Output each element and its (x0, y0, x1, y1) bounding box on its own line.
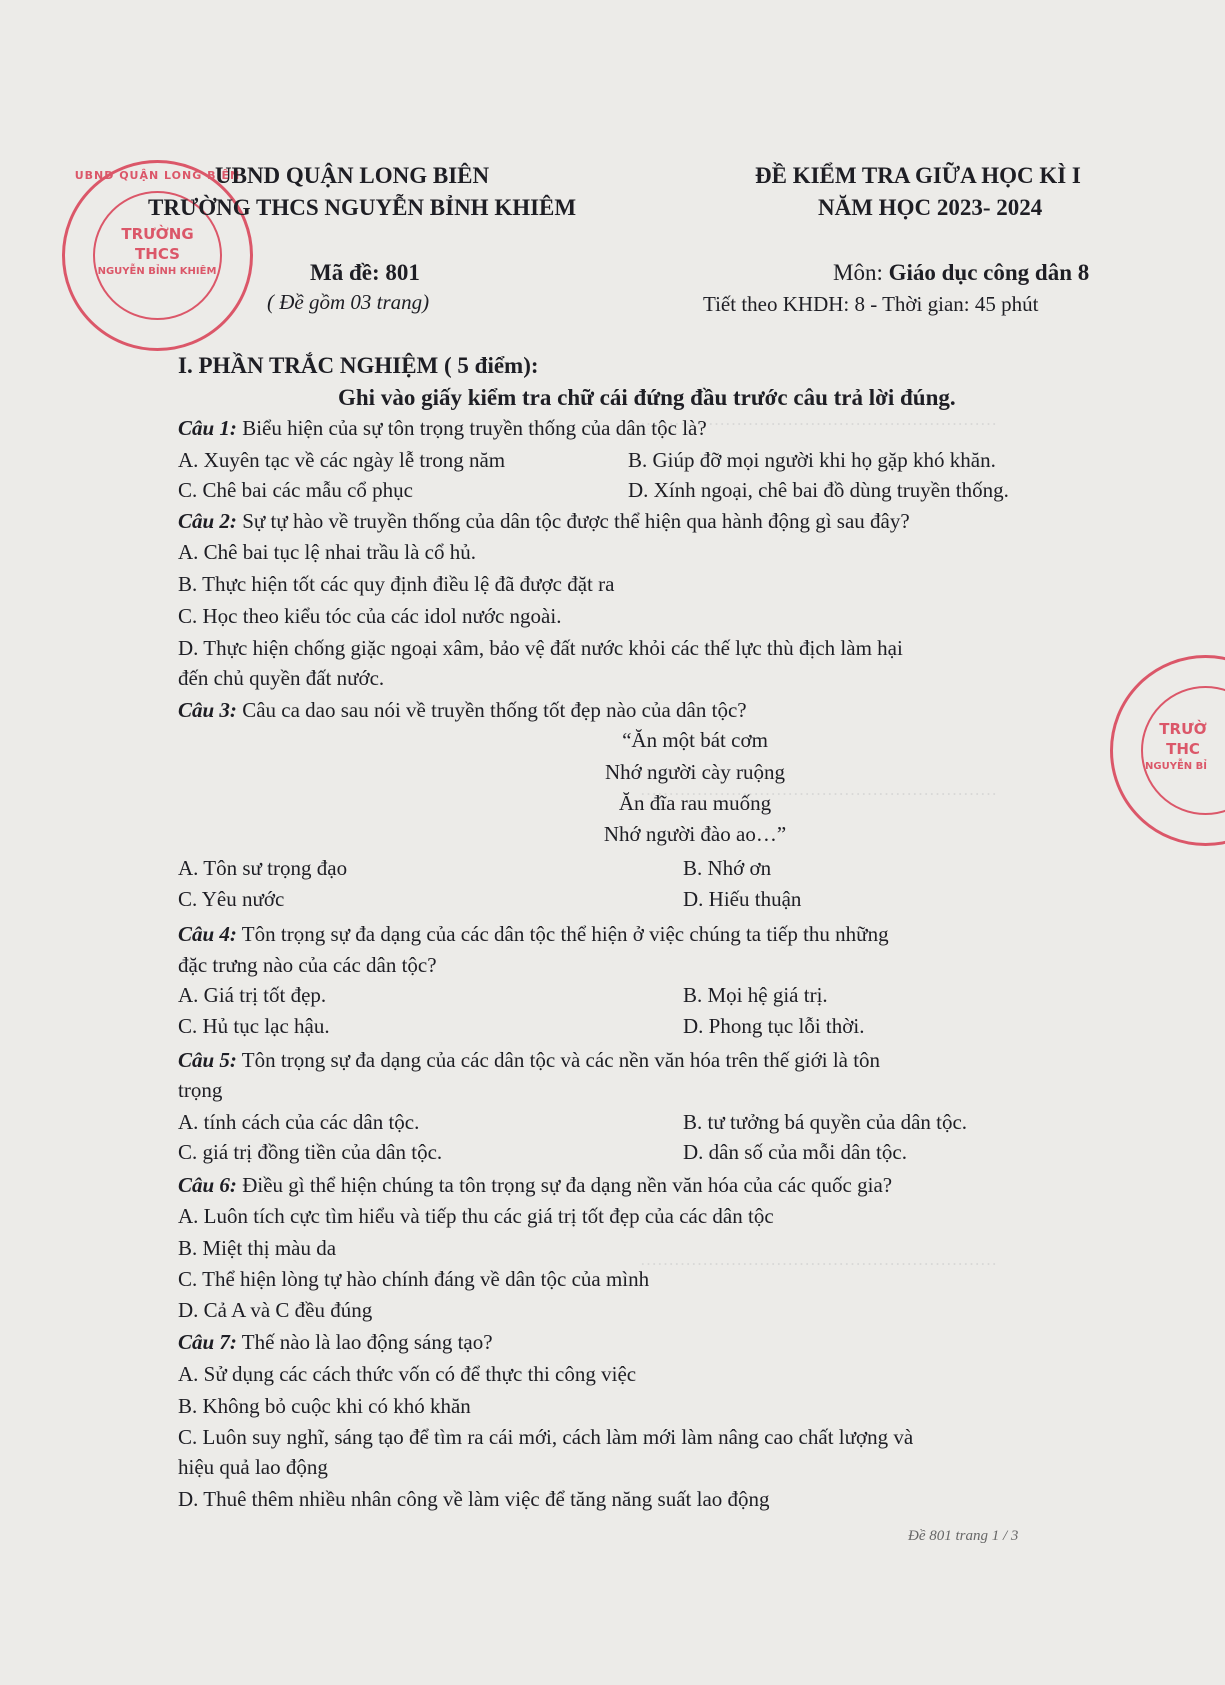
poem-line-2: Nhớ người cày ruộng (605, 760, 785, 784)
subject-line (833, 260, 1089, 286)
q4-option-b: B. Mọi hệ giá trị. (683, 983, 828, 1007)
question-5-cont: trọng (178, 1078, 223, 1102)
question-4-cont: đặc trưng nào của các dân tộc? (178, 953, 437, 977)
poem-line-1: “Ăn một bát cơm (622, 728, 768, 752)
q3-option-a: A. Tôn sư trọng đạo (178, 856, 348, 880)
subject-name: Giáo dục công dân 8 (888, 260, 1090, 285)
q7-option-d: D. Thuê thêm nhiều nhân công về làm việc để tăng năng suất lao động (178, 1487, 770, 1511)
q6-option-c: C. Thể hiện lòng tự hào chính đáng về dân tộc của mình (178, 1267, 650, 1291)
q5-option-b: B. tư tưởng bá quyền của dân tộc. (683, 1110, 968, 1134)
period-time: Tiết theo KHDH: 8 - Thời gian: 45 phút (703, 292, 1039, 316)
q3-option-b: B. Nhớ ơn (683, 856, 772, 880)
q1-option-b: B. Giúp đỡ mọi người khi họ gặp khó khăn. (628, 448, 996, 472)
q7-option-c-cont: hiệu quả lao động (178, 1455, 328, 1479)
bleed-through: ……………………………………………………… (640, 410, 997, 429)
question-1: Câu 1: Biểu hiện của sự tôn trọng truyền thống của dân tộc là? (178, 416, 707, 440)
bleed-through: ……………………………………………………… (640, 1250, 997, 1269)
school-seal-partial: TRƯỜ THC NGUYỄN BỈ (1110, 655, 1225, 846)
question-3: Câu 3: Câu ca dao sau nói về truyền thống tốt đẹp nào của dân tộc? (178, 698, 747, 722)
q3-option-c: C. Yêu nước (178, 887, 285, 911)
q4-option-d: D. Phong tục lỗi thời. (683, 1014, 865, 1038)
q7-option-a: A. Sử dụng các cách thức vốn có để thực thi công việc (178, 1362, 637, 1386)
section-instruction: Ghi vào giấy kiểm tra chữ cái đứng đầu trước câu trả lời đúng. (338, 385, 956, 410)
q2-option-d-cont: đến chủ quyền đất nước. (178, 666, 385, 690)
question-5: Câu 5: Tôn trọng sự đa dạng của các dân tộc và các nền văn hóa trên thế giới là tôn (178, 1048, 881, 1072)
q3-option-d: D. Hiếu thuận (683, 887, 802, 911)
q1-option-a: A. Xuyên tạc về các ngày lễ trong năm (178, 448, 506, 472)
q7-option-c: C. Luôn suy nghĩ, sáng tạo để tìm ra cái mới, cách làm mới làm nâng cao chất lượng và (178, 1425, 914, 1449)
q2-option-a: A. Chê bai tục lệ nhai trầu là cổ hủ. (178, 540, 476, 564)
q4-option-a: A. Giá trị tốt đẹp. (178, 983, 327, 1007)
section-title: I. PHẦN TRẮC NGHIỆM ( 5 điểm): (178, 353, 539, 378)
header-school: TRƯỜNG THCS NGUYỄN BỈNH KHIÊM (148, 195, 577, 220)
bleed-through: ……………………………………………………… (640, 780, 997, 799)
question-6: Câu 6: Điều gì thể hiện chúng ta tôn trọng sự đa dạng nền văn hóa của các quốc gia? (178, 1173, 893, 1197)
header-exam-title: ĐỀ KIỂM TRA GIỮA HỌC KÌ I (755, 163, 1081, 188)
q4-option-c: C. Hủ tục lạc hậu. (178, 1014, 330, 1038)
page-count-note: ( Đề gồm 03 trang) (267, 290, 430, 314)
q2-option-c: C. Học theo kiểu tóc của các idol nước ngoài. (178, 604, 562, 628)
q1-option-d: D. Xính ngoại, chê bai đồ dùng truyền thống. (628, 478, 1009, 502)
poem-line-4: Nhớ người đào ao…” (603, 822, 787, 846)
question-7: Câu 7: Thế nào là lao động sáng tạo? (178, 1330, 493, 1354)
page-footer: Đề 801 trang 1 / 3 (908, 1528, 1019, 1544)
header-district: UBND QUẬN LONG BIÊN (215, 163, 490, 188)
exam-code: Mã đề: 801 (310, 260, 420, 285)
q5-option-d: D. dân số của mỗi dân tộc. (683, 1140, 907, 1164)
header-school-year: NĂM HỌC 2023- 2024 (818, 195, 1043, 220)
q2-option-d: D. Thực hiện chống giặc ngoại xâm, bảo vệ đất nước khỏi các thế lực thù địch làm hại (178, 636, 903, 660)
q6-option-b: B. Miệt thị màu da (178, 1236, 337, 1260)
q7-option-b: B. Không bỏ cuộc khi có khó khăn (178, 1394, 471, 1418)
question-2: Câu 2: Sự tự hào về truyền thống của dân tộc được thể hiện qua hành động gì sau đây? (178, 509, 910, 533)
question-4: Câu 4: Tôn trọng sự đa dạng của các dân tộc thể hiện ở việc chúng ta tiếp thu những (178, 922, 889, 946)
q2-option-b: B. Thực hiện tốt các quy định điều lệ đã được đặt ra (178, 572, 615, 596)
school-seal: UBND QUẬN LONG BIÊN TRƯỜNG THCS NGUYỄN BỈNH KHIÊM (62, 160, 253, 351)
q1-option-c: C. Chê bai các mẫu cổ phục (178, 478, 413, 502)
q6-option-a: A. Luôn tích cực tìm hiểu và tiếp thu các giá trị tốt đẹp của các dân tộc (178, 1204, 774, 1228)
q5-option-c: C. giá trị đồng tiền của dân tộc. (178, 1140, 443, 1164)
subject-label: Môn: (833, 260, 889, 285)
q6-option-d: D. Cả A và C đều đúng (178, 1298, 373, 1322)
poem-line-3: Ăn đĩa rau muống (618, 791, 772, 815)
q5-option-a: A. tính cách của các dân tộc. (178, 1110, 420, 1134)
